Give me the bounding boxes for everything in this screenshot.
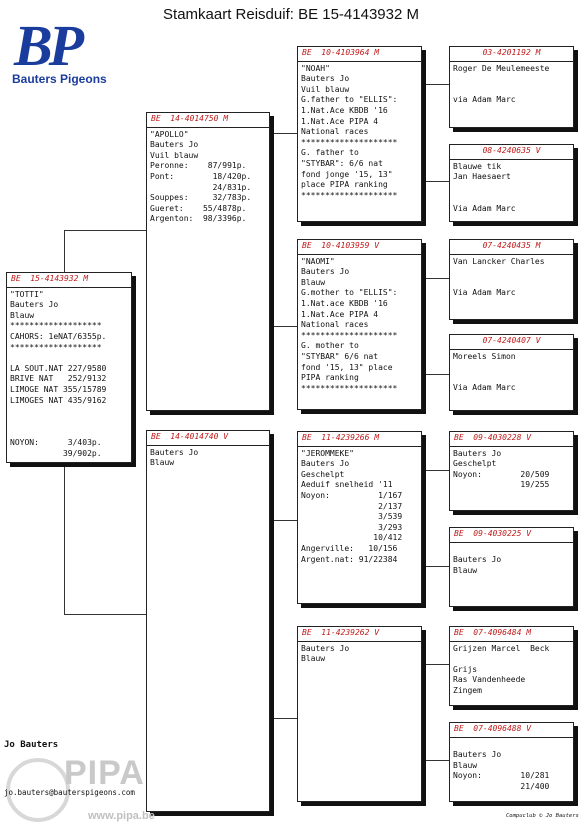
pigeon-details: "NOAH" Bauters Jo Vuil blauw G.father to "ELLIS": 1.Nat.Ace KBDB '16 1.Nat.Ace PIPA 4 National races ******************** G. father to "STYBAR": 6/6 nat fond jonge '15, 13" place PIPA ranking ********************	[301, 63, 398, 200]
ring-number: BE 07-4096484 M	[450, 627, 573, 642]
footer-credit: Compuclub © Jo Bauters	[506, 813, 579, 819]
connector	[268, 133, 297, 134]
ring-number: BE 09-4030225 V	[450, 528, 573, 543]
subject-card[interactable]	[6, 272, 132, 463]
ds-sire-card[interactable]	[449, 431, 574, 511]
ring-number: 03-4201192 M	[450, 47, 573, 62]
logo-letters: BP	[14, 13, 81, 78]
connector	[420, 566, 449, 567]
pigeon-details: Moreels Simon Via Adam Marc	[453, 351, 516, 393]
ring-number: BE 14-4014750 M	[147, 113, 269, 128]
pigeon-details: Bauters Jo Blauw	[453, 555, 502, 575]
pigeon-details: Bauters Jo Blauw Noyon: 10/281 21/400	[453, 750, 550, 791]
pipa-text: PIPA	[64, 754, 145, 792]
connector	[268, 326, 297, 327]
ds-dam-card[interactable]	[449, 527, 574, 607]
ring-number: BE 11-4239266 M	[298, 432, 421, 447]
pigeon-details: "TOTTI" Bauters Jo Blauw ******************* CAHORS: 1eNAT/6355p. ******************* LA SOUT.NAT 227/9580 BRIVE NAT 252/9132 LIMOGE NAT 355/15789 LIMOGES NAT 435/9162 NOYON: 3/403p. 39/902p.	[10, 289, 107, 458]
connector	[268, 718, 297, 719]
pigeon-details: Bauters Jo Blauw	[150, 447, 199, 468]
ring-number: BE 10-4103959 V	[298, 240, 421, 255]
connector	[268, 520, 297, 521]
connector	[420, 181, 449, 182]
connector	[420, 374, 449, 375]
dam-sire-card[interactable]	[297, 431, 422, 604]
ring-number: BE 09-4030228 V	[450, 432, 573, 447]
ring-number: 07-4240407 V	[450, 335, 573, 350]
page-title: Stamkaart Reisduif: BE 15-4143932 M	[163, 6, 419, 23]
ring-number: BE 14-4014740 V	[147, 431, 269, 446]
connector	[64, 230, 65, 272]
connector	[420, 278, 449, 279]
sire-dam-card[interactable]	[297, 239, 422, 410]
ring-number: BE 11-4239262 V	[298, 627, 421, 642]
dd-dam-card[interactable]	[449, 722, 574, 802]
dd-sire-card[interactable]	[449, 626, 574, 706]
bauters-pigeons-logo	[8, 13, 128, 90]
sire-sire-card[interactable]	[297, 46, 422, 222]
pigeon-details: Bauters Jo Geschelpt Noyon: 20/509 19/255	[453, 448, 550, 490]
pigeon-details: "NAOMI" Bauters Jo Blauw G.mother to "ELLIS": 1.Nat.ace KBDB '16 1.Nat.Ace PIPA 4 National races ******************** G. mother to "STYBAR" 6/6 nat fond '15, 13" place PIPA ranking ********************	[301, 256, 398, 393]
pigeon-details: Roger De Meulemeeste via Adam Marc	[453, 63, 550, 105]
ring-number: 08-4240635 V	[450, 145, 573, 160]
owner-email[interactable]: jo.bauters@bauterspigeons.com	[4, 788, 135, 797]
connector	[64, 230, 146, 231]
pigeon-details: Van Lancker Charles Via Adam Marc	[453, 256, 545, 298]
pigeon-details: Grijzen Marcel Beck Grijs Ras Vandenheede Zingem	[453, 643, 550, 695]
connector	[420, 470, 449, 471]
ring-number: BE 10-4103964 M	[298, 47, 421, 62]
owner-name: Jo Bauters	[4, 740, 59, 750]
connector	[420, 664, 449, 665]
sd-sire-card[interactable]	[449, 239, 574, 320]
sire-card[interactable]	[146, 112, 270, 411]
pigeon-details: "APOLLO" Bauters Jo Vuil blauw Peronne: 87/991p. Pont: 18/420p. 24/831p. Souppes: 32/783p. Gueret: 55/4878p. Argenton: 98/3396p.	[150, 129, 252, 224]
ring-number: BE 15-4143932 M	[7, 273, 131, 288]
logo-name: Bauters Pigeons	[12, 72, 107, 86]
pigeon-details: Blauwe tik Jan Haesaert Via Adam Marc	[453, 161, 516, 213]
ring-number: 07-4240435 M	[450, 240, 573, 255]
pipa-url: www.pipa.be	[88, 810, 155, 822]
ring-number: BE 07-4096488 V	[450, 723, 573, 738]
pigeon-details: "JEROMMEKE" Bauters Jo Geschelpt Aeduif snelheid '11 Noyon: 1/167 2/137 3/539 3/293 10/412 Angerville: 10/156 Argent.nat: 91/22384	[301, 448, 403, 564]
dam-dam-card[interactable]	[297, 626, 422, 802]
connector	[420, 84, 449, 85]
connector	[64, 614, 146, 615]
sd-dam-card[interactable]	[449, 334, 574, 411]
pigeon-details: Bauters Jo Blauw	[301, 643, 350, 664]
ss-dam-card[interactable]	[449, 144, 574, 222]
ss-sire-card[interactable]	[449, 46, 574, 128]
connector	[64, 461, 65, 614]
connector	[420, 760, 449, 761]
